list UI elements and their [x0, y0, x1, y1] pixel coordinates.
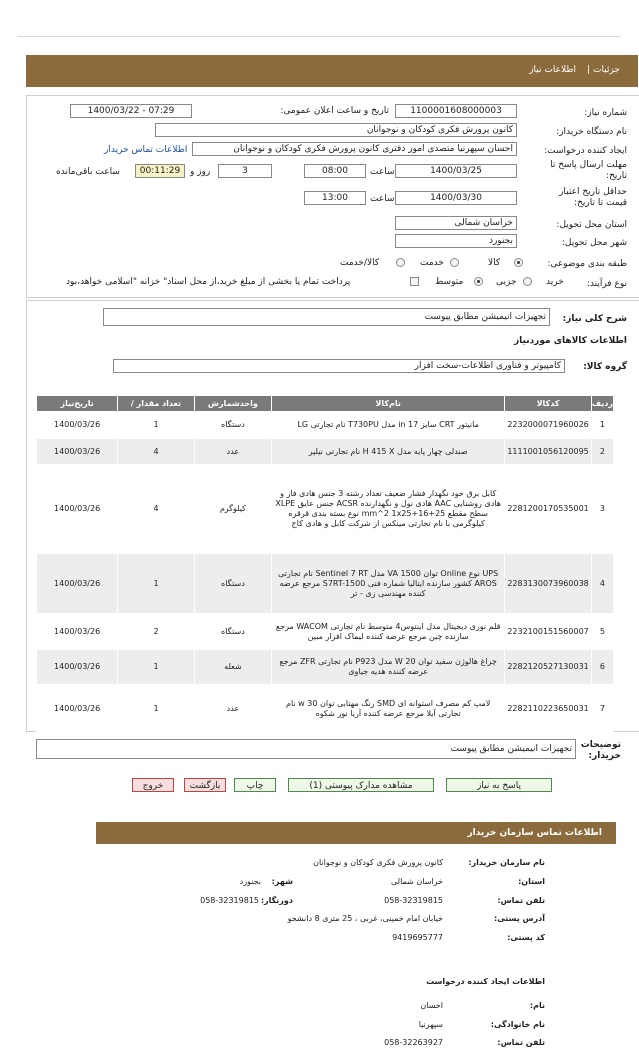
family-label: نام خانوادگی:: [490, 1020, 545, 1029]
days-field: 3: [218, 164, 272, 178]
cell-name: UPS نوع Online توان 1500 VA مدل Sentinel 7 RT نام تجارتی AROS کشور سازنده ایتالیا شماره فنی S7RT-1500 مرجع عرضه کننده مهندسی زی - تر: [272, 554, 505, 614]
remaining-time-field: 00:11:29: [135, 164, 185, 178]
cell-code: 2282110223650031: [505, 685, 591, 733]
cell-unit: عدد: [194, 439, 271, 465]
table-row: [37, 554, 614, 614]
contact-city-label: شهر:: [271, 877, 293, 886]
buyer-field: کانون پرورش فکری کودکان و نوجوانان: [155, 123, 517, 137]
cell-code: 2232000071960026: [505, 412, 591, 439]
deadline-label: مهلت ارسال پاسخ تا تاریخ:: [550, 160, 627, 181]
cell-name: صندلی چهار پایه مدل H 415 X نام تجارتی نیلپر: [272, 439, 505, 465]
need-number-field: 1100001608000003: [395, 104, 517, 118]
province-field: خراسان شمالی: [395, 216, 517, 230]
cell-row: 6: [591, 650, 613, 685]
price-valid-date-field: 1400/03/30: [395, 191, 517, 205]
phone-value: 058-32319815: [384, 896, 443, 905]
cell-date: 1400/03/26: [37, 554, 118, 614]
exit-button[interactable]: خروج: [132, 778, 174, 792]
cell-qty: 2: [118, 614, 195, 650]
cell-qty: 1: [118, 685, 195, 733]
col-code: کدکالا: [505, 396, 591, 412]
cell-name: مانیتور CRT سایز 17 in مدل T730PU نام تجارتی LG: [272, 412, 505, 439]
need-number-label: شماره نیاز:: [584, 108, 627, 118]
days-label: روز و: [190, 167, 211, 177]
buyer-notes-field: تجهیزات انیمیشن مطابق پیوست: [36, 739, 576, 759]
group-field: کامپیوتر و فناوری اطلاعات-سخت افزار: [113, 359, 565, 373]
buyer-label: نام دستگاه خریدار:: [556, 127, 627, 137]
cell-unit: دستگاه: [194, 554, 271, 614]
cell-date: 1400/03/26: [37, 412, 118, 439]
goods-table: [36, 395, 614, 733]
goods-info-title: اطلاعات کالاهای موردنیاز: [513, 336, 627, 346]
price-valid-time-field: 13:00: [304, 191, 366, 205]
proc-partial-label: جزیی: [496, 277, 517, 287]
cell-date: 1400/03/26: [37, 650, 118, 685]
cell-row: 4: [591, 554, 613, 614]
announce-field: 1400/03/22 - 07:29: [70, 104, 192, 118]
cat-both-label: کالا/خدمت: [340, 258, 380, 268]
payment-checkbox[interactable]: [410, 277, 419, 286]
cell-unit: کیلوگرم: [194, 465, 271, 554]
fax-value: 058-32319815: [200, 896, 259, 905]
category-label: طبقه بندی موضوعی:: [547, 259, 627, 269]
contact-header: [96, 822, 616, 844]
cat-goods-label: کالا: [488, 258, 501, 268]
reply-button[interactable]: پاسخ به نیاز: [446, 778, 552, 792]
cell-date: 1400/03/26: [37, 465, 118, 554]
cell-code: 2281200170535001: [505, 465, 591, 554]
cell-row: 7: [591, 685, 613, 733]
buyer-contact-link[interactable]: اطلاعات تماس خریدار: [104, 145, 188, 155]
col-name: نام‌کالا: [272, 396, 505, 412]
cell-code: 2232100151560007: [505, 614, 591, 650]
cell-unit: شعله: [194, 650, 271, 685]
cell-name: چراغ هالوژن سفید توان 20 W مدل P923 نام تجارتی ZFR مرجع عرضه کننده هدیه جیاوی: [272, 650, 505, 685]
table-row: [37, 614, 614, 650]
deadline-date-field: 1400/03/25: [395, 164, 517, 178]
cell-code: 1111001056120095: [505, 439, 591, 465]
phone-label: تلفن تماس:: [497, 896, 545, 905]
table-row: [37, 685, 614, 733]
buyer-notes-label: توضیحات خریدار:: [580, 740, 621, 761]
top-divider: [18, 36, 621, 37]
price-valid-label: حداقل تاریخ اعتبار قیمت تا تاریخ:: [559, 187, 627, 208]
name-value: احسان: [420, 1001, 443, 1010]
cell-name: کابل برق خود نگهدار فشار ضعیف تعداد رشته 3 جنس هادی فاز و هادی روشنایی AAC هادی نول و نگهدارنده ACSR جنس عایق XLPE سطح مقطع mm^2 1x25+16+25 نوع بسته بندی قرقره کیلوگرمی با نام تجارتی مینکس از شرکت کابل و هادی کاج: [272, 465, 505, 554]
creator-label: ایجاد کننده درخواست:: [544, 146, 627, 156]
attachments-button[interactable]: مشاهده مدارک پیوستی (1): [288, 778, 434, 792]
group-label: گروه کالا:: [583, 362, 627, 372]
cell-qty: 4: [118, 439, 195, 465]
remaining-label: ساعت باقی‌مانده: [56, 167, 120, 177]
cell-qty: 1: [118, 650, 195, 685]
cat-service-label: خدمت: [420, 258, 444, 268]
tab-details[interactable]: جزئیات: [593, 65, 620, 75]
cell-name: قلم نوری دیجیتال مدل اینتوس4 متوسط نام تجارتی WACOM مرجع سازنده چین مرجع عرضه کننده لیماک افزار مبین: [272, 614, 505, 650]
page-header: [26, 55, 638, 87]
col-qty: تعداد مقدار /: [118, 396, 195, 412]
deadline-time-field: 08:00: [304, 164, 366, 178]
proc-partial-radio[interactable]: [523, 277, 532, 286]
cphone-label: تلفن تماس:: [497, 1038, 545, 1047]
cat-both-radio[interactable]: [396, 258, 405, 267]
postal-label: کد پستی:: [507, 933, 545, 942]
cphone-value: 058-32263927: [384, 1038, 443, 1047]
table-row: [37, 439, 614, 465]
cell-qty: 1: [118, 412, 195, 439]
tab-separator: |: [586, 65, 590, 75]
payment-text: پرداخت تمام یا بخشی از مبلغ خرید،از محل اسناد" خزانه "اسلامی خواهد،بود: [66, 277, 351, 287]
table-row: [37, 650, 614, 685]
city-field: بجنورد: [395, 234, 517, 248]
contact-province-value: خراسان شمالی: [390, 877, 443, 886]
city-label: شهر محل تحویل:: [561, 238, 627, 248]
price-valid-time-label: ساعت: [370, 194, 395, 204]
cell-date: 1400/03/26: [37, 439, 118, 465]
org-value: کانون پرورش فکری کودکان و نوجوانان: [313, 858, 443, 867]
process-label: نوع فرآیند:: [586, 279, 627, 289]
name-label: نام:: [529, 1001, 545, 1010]
tab-need-info[interactable]: اطلاعات نیاز: [529, 65, 576, 75]
cell-name: لامپ کم مصرف استوانه ای SMD رنگ مهتابی توان 30 w نام تجارتی آیلا مرجع عرضه کننده آریا نور شکوه: [272, 685, 505, 733]
cell-date: 1400/03/26: [37, 614, 118, 650]
cell-code: 2283130073960038: [505, 554, 591, 614]
cell-qty: 1: [118, 554, 195, 614]
cell-row: 2: [591, 439, 613, 465]
proc-medium-radio[interactable]: [474, 277, 483, 286]
table-header-row: [37, 396, 614, 412]
cell-row: 5: [591, 614, 613, 650]
creator-info-title: اطلاعات ایجاد کننده درخواست: [426, 977, 545, 986]
cell-row: 1: [591, 412, 613, 439]
contact-province-label: استان:: [518, 877, 545, 886]
address-value: خیابان امام خمینی، غربی ، 25 متری 8 دانشجو: [287, 914, 443, 923]
table-row: [37, 412, 614, 439]
col-row: ردیف: [591, 396, 613, 412]
cell-qty: 4: [118, 465, 195, 554]
org-label: نام سازمان خریدار:: [468, 858, 545, 867]
desc-label: شرح کلی نیاز:: [562, 314, 627, 324]
creator-field: احسان سپهرنیا متصدی امور دفتری کانون پرورش فکری کودکان و نوجوانان: [192, 142, 517, 156]
postal-value: 9419695777: [392, 933, 443, 942]
proc-small-label: خرید: [546, 277, 564, 287]
back-button[interactable]: بازگشت: [184, 778, 226, 792]
col-date: تاریخ‌نیاز: [37, 396, 118, 412]
announce-label: تاریخ و ساعت اعلان عمومی:: [280, 106, 389, 116]
print-button[interactable]: چاپ: [234, 778, 276, 792]
province-label: استان محل تحویل:: [556, 220, 627, 230]
cat-goods-radio[interactable]: [514, 258, 523, 267]
cell-unit: دستگاه: [194, 412, 271, 439]
contact-title: اطلاعات تماس سازمان خریدار: [467, 828, 602, 838]
cat-service-radio[interactable]: [450, 258, 459, 267]
contact-city-value: بجنورد: [239, 877, 261, 886]
cell-unit: عدد: [194, 685, 271, 733]
desc-field: تجهیزات انیمیشن مطابق پیوست: [103, 308, 550, 326]
table-row: [37, 465, 614, 554]
family-value: سپهرنیا: [418, 1020, 443, 1029]
cell-row: 3: [591, 465, 613, 554]
proc-medium-label: متوسط: [435, 277, 464, 287]
cell-date: 1400/03/26: [37, 685, 118, 733]
address-label: آدرس پستی:: [494, 914, 545, 923]
deadline-time-label: ساعت: [370, 167, 395, 177]
cell-code: 2282120527130031: [505, 650, 591, 685]
col-unit: واحدشمارش: [194, 396, 271, 412]
fax-label: دورنگار:: [260, 896, 293, 905]
cell-unit: دستگاه: [194, 614, 271, 650]
